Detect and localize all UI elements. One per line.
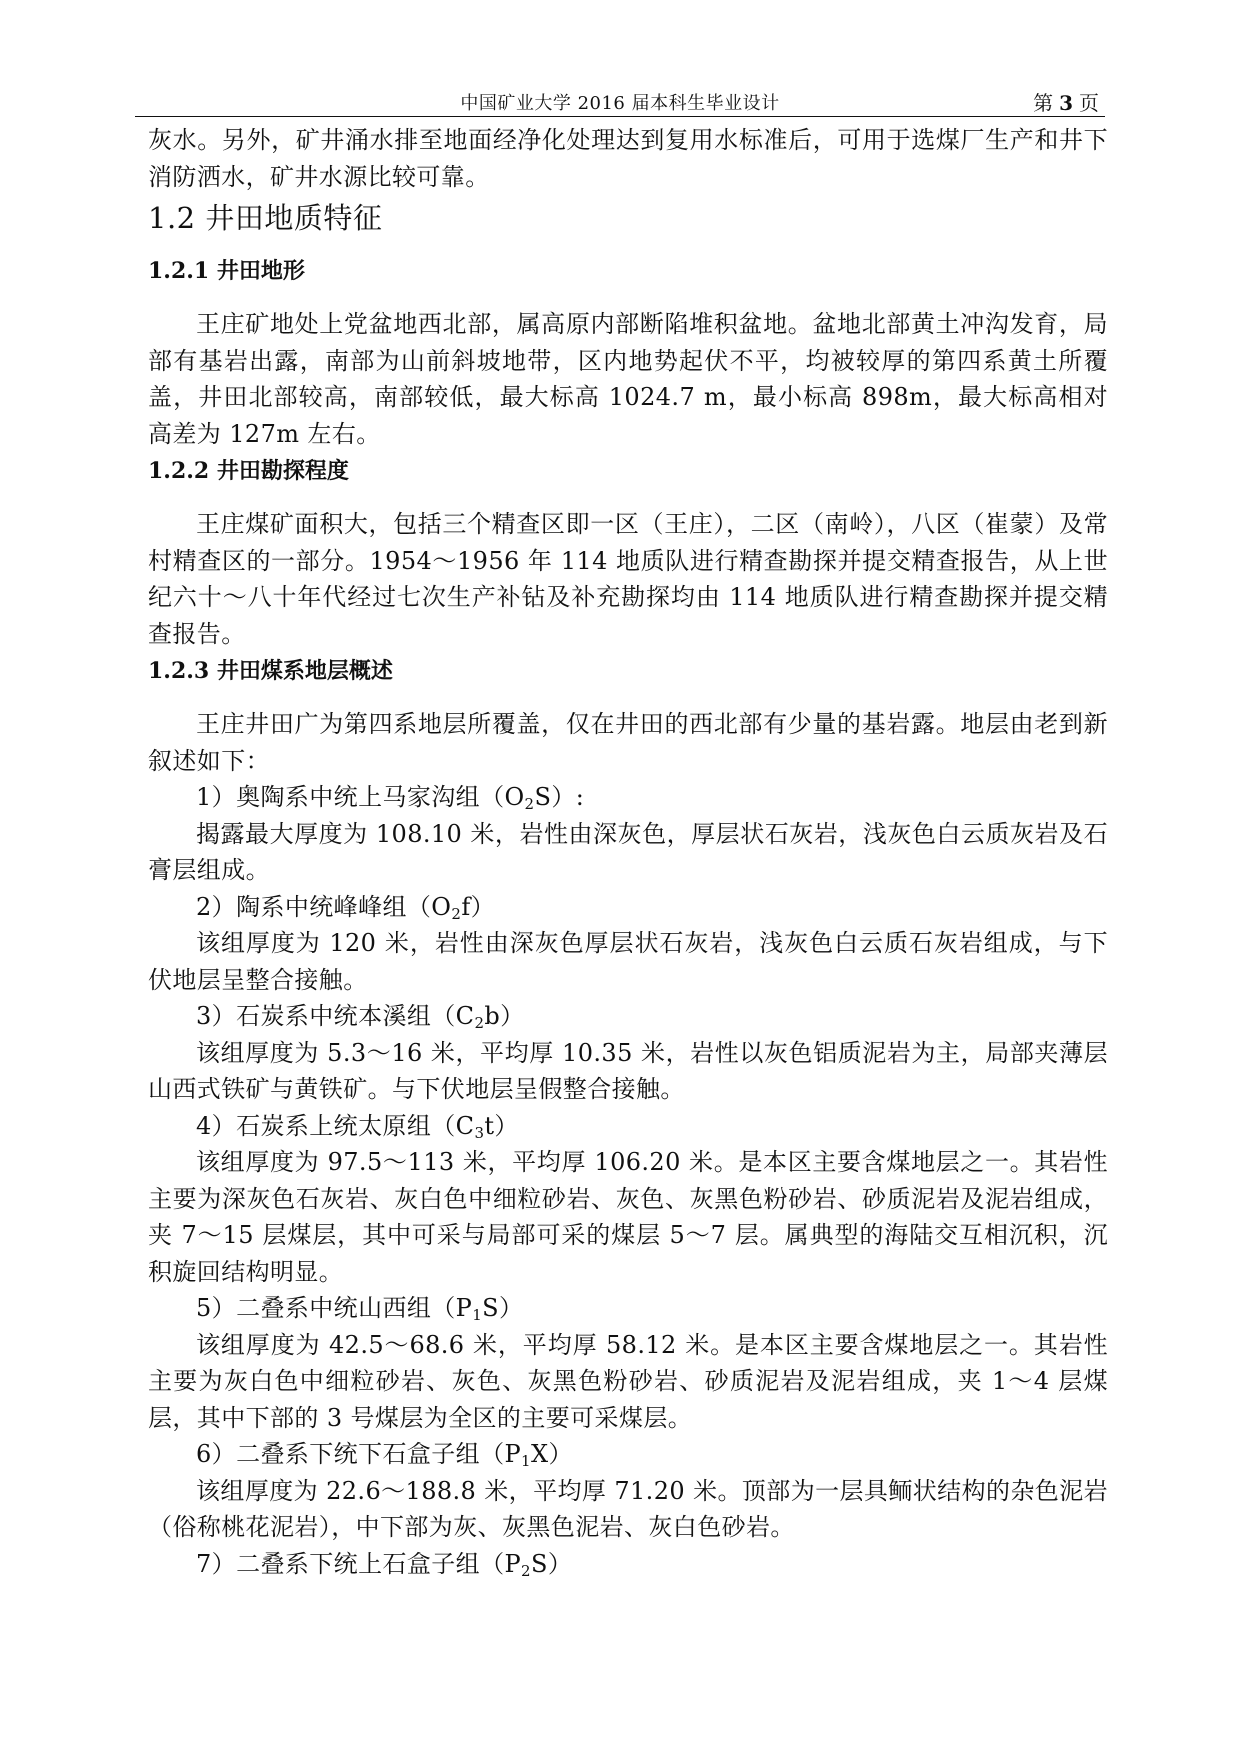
section-heading-1-2: 1.2 井田地质特征 <box>148 201 383 235</box>
paragraph-exploration: 王庄煤矿面积大，包括三个精查区即一区（王庄），二区（南岭），八区（崔蒙）及常村精查区的一部分。1954～1956 年 114 地质队进行精查勘探并提交精查报告，从上世纪六十～八十年代经过七次生产补钻及补充勘探均由 114 地质队进行精查勘探并提交精查报告。 <box>148 510 1108 648</box>
document-body <box>148 122 1108 1582</box>
paragraph-lower-shihezi: 该组厚度为 22.6～188.8 米，平均厚 71.20 米。顶部为一层具鲕状结构的杂色泥岩（俗称桃花泥岩），中下部为灰、灰黑色泥岩、灰白色砂岩。 <box>148 1476 1108 1541</box>
list-item-3: 3）石炭系中统本溪组$(C_2b)$ <box>196 1002 525 1032</box>
paragraph-shanxi: 该组厚度为 42.5～68.6 米，平均厚 58.12 米。是本区主要含煤地层之一。其岩性主要为灰白色中细粒砂岩、灰色、灰黑色粉砂岩、砂质泥岩及泥岩组成，夹 1～4 层煤层，其中下部的 3 号煤层为全区的主要可采煤层。 <box>148 1330 1108 1432</box>
page-prefix: 第 <box>1033 91 1054 115</box>
list-item-5: 5）二叠系中统山西组$(P_1S)$ <box>196 1294 524 1324</box>
list-item-1: 1）奥陶系中统上马家沟组$(O_2S)$: <box>196 783 585 813</box>
header-page-number <box>1033 87 1099 116</box>
paragraph-ordovician-shangmajiagou: 揭露最大厚度为 108.10 米，岩性由深灰色，厚层状石灰岩，浅灰色白云质灰岩及石膏层组成。 <box>148 819 1108 884</box>
header-title: 中国矿业大学 2016 届本科生毕业设计 <box>460 93 780 114</box>
list-item-7: 7）二叠系下统上石盒子组$(P_2S)$ <box>196 1549 573 1580</box>
list-item-4: 4）石炭系上统太原组$(C_3t)$ <box>196 1111 519 1142</box>
paragraph-taiyuan: 该组厚度为 97.5～113 米，平均厚 106.20 米。是本区主要含煤地层之一。其岩性主要为深灰色石灰岩、灰白色中细粒砂岩、灰色、灰黑色粉砂岩、砂质泥岩及泥岩组成，夹 7～15 层煤层，其中可采与局部可采的煤层 5～7 层。属典型的海陆交互相沉积，沉积旋回结构明显。 <box>148 1148 1108 1286</box>
paragraph-strata-intro: 王庄井田广为第四系地层所覆盖，仅在井田的西北部有少量的基岩露。地层由老到新叙述如下： <box>148 710 1108 775</box>
running-header <box>135 87 1105 117</box>
paragraph-terrain: 王庄矿地处上党盆地西北部，属高原内部断陷堆积盆地。盆地北部黄土冲沟发育，局部有基岩出露，南部为山前斜坡地带，区内地势起伏不平，均被较厚的第四系黄土所覆盖，井田北部较高，南部较低，最大标高 1024.7 m，最小标高 898m，最大标高相对高差为 127m 左右。 <box>148 310 1108 448</box>
page-number: 3 <box>1059 91 1073 115</box>
list-item-6: 6）二叠系下统下石盒子组$(P_1X)$ <box>196 1440 573 1470</box>
list-item-2: 2）陶系中统峰峰组$(O_2f)$ <box>196 892 495 923</box>
paragraph-continued: 灰水。另外，矿井涌水排至地面经净化处理达到复用水标准后，可用于选煤厂生产和井下消防洒水，矿井水源比较可靠。 <box>148 126 1108 191</box>
subsection-heading-1-2-2: 1.2.2 井田勘探程度 <box>148 458 349 484</box>
header-rule <box>135 116 1105 117</box>
paragraph-benxi: 该组厚度为 5.3～16 米，平均厚 10.35 米，岩性以灰色铝质泥岩为主，局部夹薄层山西式铁矿与黄铁矿。与下伏地层呈假整合接触。 <box>148 1038 1108 1103</box>
page-suffix: 页 <box>1079 91 1099 115</box>
subsection-heading-1-2-3: 1.2.3 井田煤系地层概述 <box>148 658 393 684</box>
paragraph-fengfeng: 该组厚度为 120 米，岩性由深灰色厚层状石灰岩，浅灰色白云质石灰岩组成，与下伏地层呈整合接触。 <box>148 929 1108 994</box>
subsection-heading-1-2-1: 1.2.1 井田地形 <box>148 258 305 284</box>
